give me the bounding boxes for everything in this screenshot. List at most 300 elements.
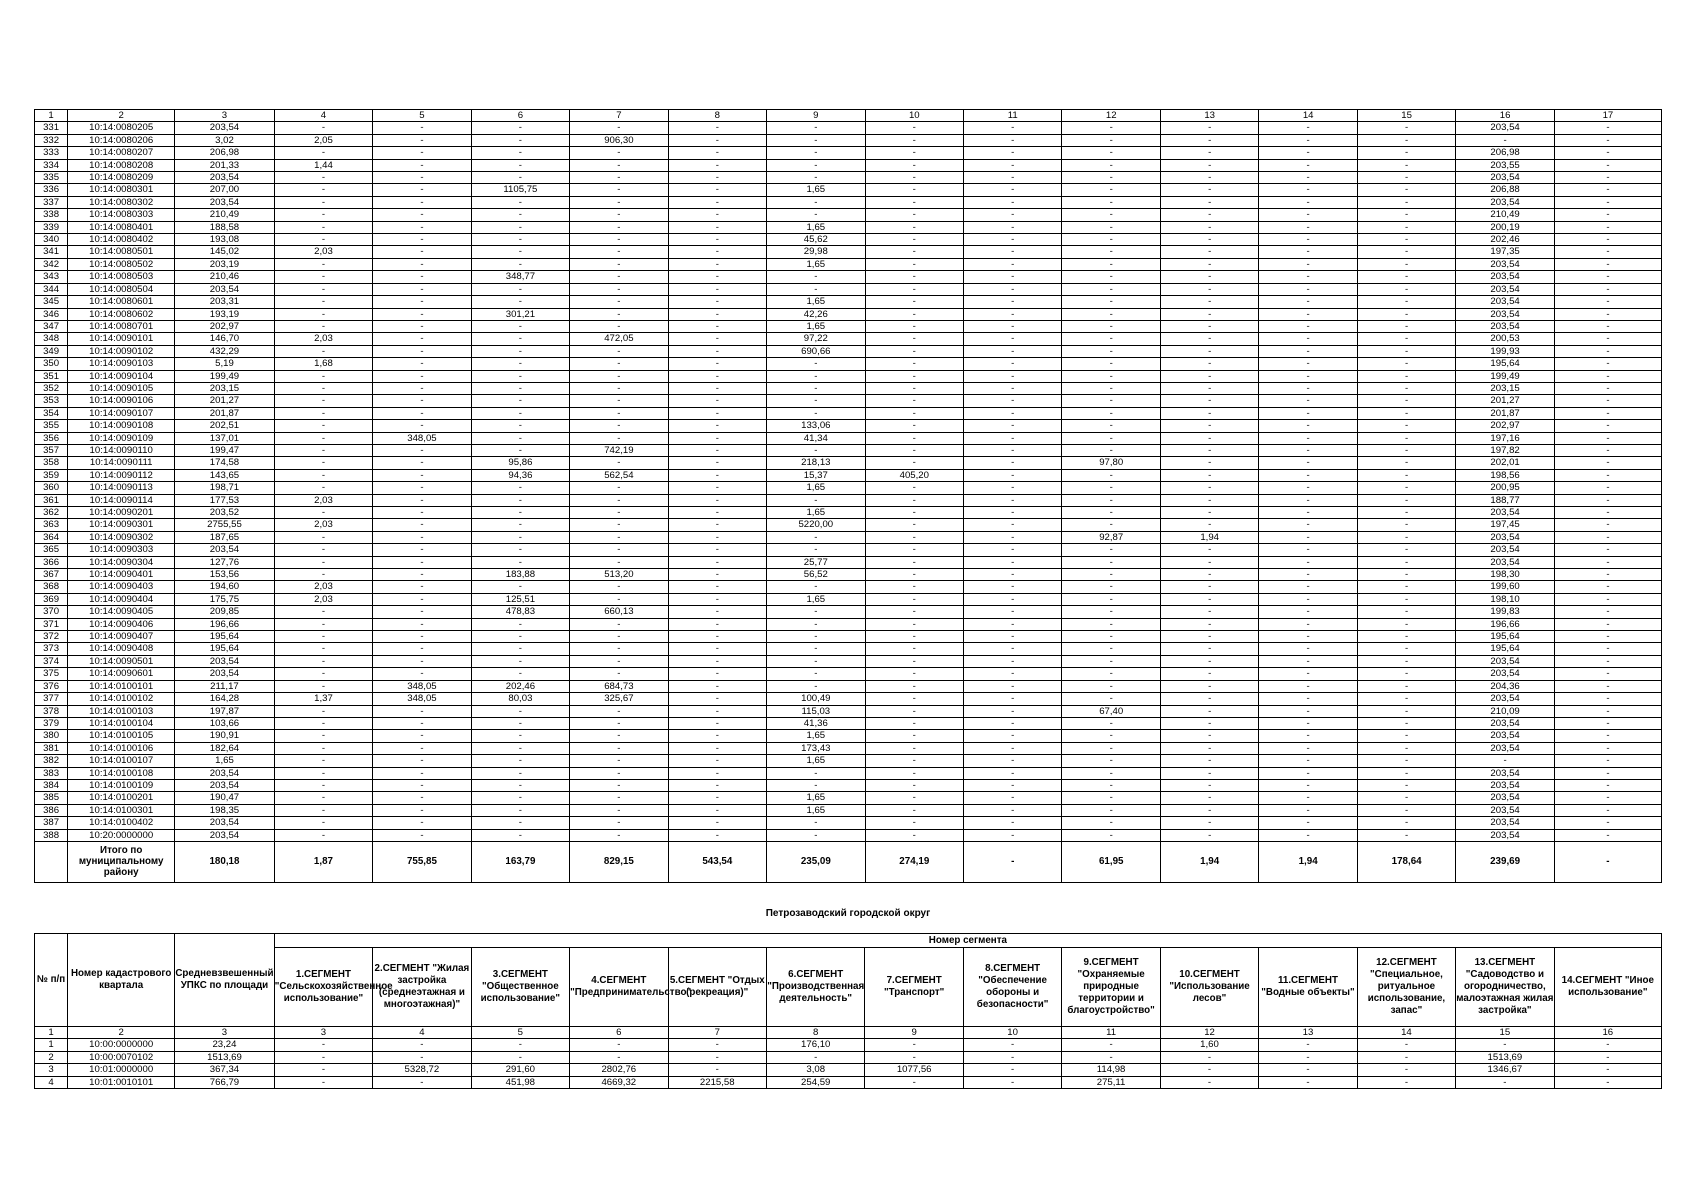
table-cell: -: [964, 209, 1062, 221]
table-cell: 345: [35, 296, 68, 308]
table-cell: -: [964, 755, 1062, 767]
table-cell: -: [274, 556, 372, 568]
table-cell: 3,08: [766, 1064, 864, 1076]
table-cell: -: [1160, 184, 1258, 196]
segment-header: 2.СЕГМЕНТ "Жилая застройка (среднеэтажная и многоэтажная)": [373, 948, 471, 1027]
table-cell: 10:14:0090107: [68, 407, 175, 419]
table-cell: -: [964, 606, 1062, 618]
column-number-cell: 6: [570, 1027, 668, 1039]
table-row: [35, 444, 1662, 456]
table-cell: -: [373, 271, 471, 283]
table-cell: -: [1357, 717, 1455, 729]
table-cell: -: [865, 283, 963, 295]
table-cell: -: [274, 705, 372, 717]
table-cell: -: [373, 519, 471, 531]
table-cell: -: [1160, 196, 1258, 208]
table-cell: 196,66: [1456, 618, 1554, 630]
table-cell: -: [1259, 196, 1357, 208]
table-cell: 690,66: [767, 345, 865, 357]
table-cell: -: [963, 1064, 1061, 1076]
table-cell: -: [1357, 444, 1455, 456]
table-cell: 10:14:0090103: [68, 358, 175, 370]
table-cell: -: [1062, 593, 1160, 605]
table-cell: 4669,32: [570, 1076, 668, 1088]
table-cell: 1,94: [1160, 531, 1258, 543]
table-cell: 203,54: [1456, 283, 1554, 295]
table-cell: -: [865, 556, 963, 568]
table-cell: 210,09: [1456, 705, 1554, 717]
table-cell: -: [1062, 779, 1160, 791]
table-row: [35, 631, 1662, 643]
table-cell: -: [274, 643, 372, 655]
table-cell: 3: [35, 1064, 68, 1076]
table-cell: -: [1160, 320, 1258, 332]
table-cell: 10:14:0090108: [68, 420, 175, 432]
table-cell: -: [570, 544, 668, 556]
table-cell: 10:14:0100103: [68, 705, 175, 717]
table-cell: -: [865, 1039, 963, 1051]
table-cell: -: [1062, 395, 1160, 407]
table-cell: 1,44: [274, 159, 372, 171]
table-cell: -: [1062, 655, 1160, 667]
table-cell: 210,46: [175, 271, 275, 283]
table-cell: -: [1259, 221, 1357, 233]
table-cell: -: [1160, 457, 1258, 469]
table-cell: 202,01: [1456, 457, 1554, 469]
table-cell: -: [668, 1039, 766, 1051]
column-number-cell: 16: [1456, 110, 1554, 122]
table-cell: 10:14:0090301: [68, 519, 175, 531]
table-cell: -: [767, 271, 865, 283]
table-cell: 203,54: [1456, 792, 1554, 804]
table-cell: -: [1554, 184, 1661, 196]
table-cell: 114,98: [1062, 1064, 1160, 1076]
table-cell: -: [1554, 147, 1661, 159]
table-cell: -: [964, 234, 1062, 246]
table-row: [35, 345, 1662, 357]
table-cell: -: [274, 122, 372, 134]
table-cell: -: [1259, 444, 1357, 456]
table-cell: -: [1259, 618, 1357, 630]
table-cell: 337: [35, 196, 68, 208]
table-cell: -: [373, 221, 471, 233]
table-cell: -: [865, 196, 963, 208]
table-cell: 198,71: [175, 482, 275, 494]
table-cell: 203,54: [175, 817, 275, 829]
table-cell: 209,85: [175, 606, 275, 618]
table-cell: 1,65: [767, 755, 865, 767]
table-cell: -: [1160, 296, 1258, 308]
table-cell: -: [964, 730, 1062, 742]
table-cell: -: [964, 320, 1062, 332]
table-cell: -: [1259, 234, 1357, 246]
table-cell: 472,05: [570, 333, 668, 345]
table-cell: -: [274, 283, 372, 295]
table-cell: -: [570, 395, 668, 407]
table-cell: 346: [35, 308, 68, 320]
table-cell: -: [668, 742, 766, 754]
table-cell: -: [668, 829, 766, 841]
table-cell: -: [964, 556, 1062, 568]
table-cell: 335: [35, 172, 68, 184]
table-cell: 368: [35, 581, 68, 593]
column-number-cell: 15: [1456, 1027, 1554, 1039]
segment-header: 8.СЕГМЕНТ "Обеспечение обороны и безопасности": [963, 948, 1061, 1027]
table-cell: -: [373, 308, 471, 320]
table-cell: -: [1259, 519, 1357, 531]
table-cell: -: [1062, 569, 1160, 581]
table-cell: -: [767, 581, 865, 593]
table-cell: -: [964, 507, 1062, 519]
table-cell: -: [1357, 1051, 1455, 1063]
table-cell: 10:14:0090113: [68, 482, 175, 494]
petrozavodsk-segment-table: [34, 933, 1662, 1089]
table-cell: -: [1259, 655, 1357, 667]
table-cell: -: [274, 457, 372, 469]
table-cell: 203,55: [1456, 159, 1554, 171]
table-cell: 174,58: [175, 457, 275, 469]
table-cell: -: [964, 742, 1062, 754]
table-cell: -: [1062, 358, 1160, 370]
table-cell: -: [1259, 544, 1357, 556]
table-cell: 325,67: [570, 693, 668, 705]
table-cell: 660,13: [570, 606, 668, 618]
table-cell: -: [964, 258, 1062, 270]
table-cell: -: [668, 370, 766, 382]
column-number-cell: 16: [1554, 1027, 1661, 1039]
table-cell: -: [274, 444, 372, 456]
table-cell: -: [570, 668, 668, 680]
table-cell: -: [767, 767, 865, 779]
table-cell: -: [668, 382, 766, 394]
table-cell: 348,05: [373, 432, 471, 444]
table-cell: 203,54: [175, 655, 275, 667]
table-cell: 10:14:0090111: [68, 457, 175, 469]
table-cell: 355: [35, 420, 68, 432]
col-avg-header: Средневзвешенный УПКС по площади: [175, 934, 275, 1027]
table-cell: -: [570, 258, 668, 270]
table-cell: -: [471, 544, 569, 556]
table-cell: 203,54: [175, 544, 275, 556]
table-cell: -: [668, 420, 766, 432]
table-cell: -: [274, 147, 372, 159]
table-cell: -: [1554, 196, 1661, 208]
table-cell: -: [570, 804, 668, 816]
table-cell: -: [1554, 755, 1661, 767]
table-cell: -: [964, 382, 1062, 394]
table-cell: 1,65: [767, 593, 865, 605]
table-cell: -: [1357, 618, 1455, 630]
table-cell: -: [1357, 668, 1455, 680]
table-cell: 203,54: [1456, 531, 1554, 543]
table-cell: -: [1554, 779, 1661, 791]
table-cell: -: [1554, 569, 1661, 581]
table-cell: -: [767, 606, 865, 618]
table-cell: -: [1160, 221, 1258, 233]
table-cell: -: [964, 717, 1062, 729]
table-cell: -: [1357, 308, 1455, 320]
table-cell: 10:14:0080401: [68, 221, 175, 233]
table-cell: -: [865, 395, 963, 407]
table-cell: 127,76: [175, 556, 275, 568]
table-cell: 195,64: [1456, 358, 1554, 370]
table-cell: -: [373, 494, 471, 506]
table-cell: -: [1062, 755, 1160, 767]
table-cell: -: [668, 593, 766, 605]
table-row: [35, 569, 1662, 581]
table-cell: -: [471, 655, 569, 667]
table-cell: 177,53: [175, 494, 275, 506]
table-cell: -: [471, 234, 569, 246]
table-cell: -: [767, 680, 865, 692]
table-cell: -: [668, 246, 766, 258]
column-number-cell: 5: [373, 110, 471, 122]
table-cell: -: [865, 308, 963, 320]
section-title: Петрозаводский городской округ: [765, 908, 931, 919]
table-cell: -: [570, 767, 668, 779]
table-cell: -: [1554, 643, 1661, 655]
table-cell: 10:14:0090105: [68, 382, 175, 394]
table-cell: -: [1160, 432, 1258, 444]
table-cell: -: [1357, 420, 1455, 432]
table-cell: 352: [35, 382, 68, 394]
table-cell: -: [1554, 507, 1661, 519]
table-cell: 348: [35, 333, 68, 345]
table-cell: 199,47: [175, 444, 275, 456]
table-cell: -: [274, 767, 372, 779]
table-cell: -: [274, 296, 372, 308]
table-cell: -: [570, 283, 668, 295]
table-cell: -: [668, 221, 766, 233]
table-cell: 203,54: [1456, 730, 1554, 742]
table-row: [35, 407, 1662, 419]
table-cell: -: [865, 258, 963, 270]
table-cell: 145,02: [175, 246, 275, 258]
table-cell: -: [767, 395, 865, 407]
table-row: [35, 606, 1662, 618]
table-cell: -: [570, 457, 668, 469]
table-cell: -: [373, 184, 471, 196]
table-cell: -: [1062, 556, 1160, 568]
table-cell: -: [1160, 742, 1258, 754]
table-cell: -: [570, 234, 668, 246]
table-cell: -: [1062, 432, 1160, 444]
table-cell: -: [1357, 767, 1455, 779]
table-cell: -: [1554, 593, 1661, 605]
table-cell: -: [1554, 172, 1661, 184]
table-cell: 198,10: [1456, 593, 1554, 605]
table-cell: -: [865, 680, 963, 692]
table-cell: 201,33: [175, 159, 275, 171]
table-cell: -: [373, 258, 471, 270]
column-number-cell: 3: [175, 1027, 275, 1039]
table-cell: -: [1062, 345, 1160, 357]
table-cell: -: [1357, 1076, 1455, 1088]
table-cell: -: [471, 258, 569, 270]
table-cell: -: [767, 817, 865, 829]
table-cell: -: [471, 531, 569, 543]
table-cell: -: [668, 469, 766, 481]
table-cell: 199,49: [175, 370, 275, 382]
table-cell: 359: [35, 469, 68, 481]
table-cell: -: [865, 507, 963, 519]
table-cell: -: [471, 618, 569, 630]
table-cell: -: [570, 817, 668, 829]
table-cell: -: [274, 469, 372, 481]
table-cell: -: [865, 655, 963, 667]
table-cell: -: [1554, 482, 1661, 494]
table-cell: -: [1554, 308, 1661, 320]
table-cell: -: [373, 717, 471, 729]
table-cell: -: [1259, 1064, 1357, 1076]
table-cell: 203,54: [175, 122, 275, 134]
table-cell: -: [964, 345, 1062, 357]
table-cell: 133,06: [767, 420, 865, 432]
total-cell: 755,85: [373, 841, 471, 882]
table-cell: -: [668, 159, 766, 171]
table-cell: -: [570, 1039, 668, 1051]
table-cell: 1,68: [274, 358, 372, 370]
table-cell: -: [1554, 432, 1661, 444]
table-cell: -: [1062, 444, 1160, 456]
table-cell: -: [1259, 457, 1357, 469]
table-cell: -: [373, 172, 471, 184]
table-cell: -: [964, 531, 1062, 543]
table-row: [35, 234, 1662, 246]
table-cell: -: [1357, 432, 1455, 444]
table-cell: -: [471, 196, 569, 208]
table-cell: 10:14:0090401: [68, 569, 175, 581]
table-cell: -: [570, 507, 668, 519]
table-cell: -: [1357, 196, 1455, 208]
table-cell: -: [1259, 779, 1357, 791]
table-cell: -: [1357, 755, 1455, 767]
table-cell: 10:14:0100201: [68, 792, 175, 804]
table-cell: -: [668, 717, 766, 729]
table-cell: 202,46: [471, 680, 569, 692]
table-cell: -: [1062, 730, 1160, 742]
table-cell: 203,54: [1456, 320, 1554, 332]
table-cell: -: [1259, 308, 1357, 320]
total-cell: 61,95: [1062, 841, 1160, 882]
table-cell: -: [1357, 829, 1455, 841]
table-cell: 363: [35, 519, 68, 531]
table-cell: -: [964, 544, 1062, 556]
table-cell: -: [865, 494, 963, 506]
table-cell: 381: [35, 742, 68, 754]
table-cell: -: [274, 209, 372, 221]
table-cell: -: [570, 705, 668, 717]
table-cell: -: [373, 1051, 471, 1063]
table-cell: -: [274, 569, 372, 581]
table-cell: 204,36: [1456, 680, 1554, 692]
table-cell: -: [1062, 246, 1160, 258]
table-cell: -: [1062, 507, 1160, 519]
table-cell: -: [1554, 829, 1661, 841]
table-row: [35, 1064, 1662, 1076]
table-row: [35, 494, 1662, 506]
table-cell: -: [1554, 370, 1661, 382]
table-cell: -: [1259, 209, 1357, 221]
table-cell: -: [373, 767, 471, 779]
table-cell: -: [373, 395, 471, 407]
column-number-cell: 14: [1357, 1027, 1455, 1039]
table-cell: -: [1160, 1051, 1258, 1063]
table-cell: -: [1357, 730, 1455, 742]
table-cell: -: [1357, 779, 1455, 791]
table-cell: 10:14:0080602: [68, 308, 175, 320]
table-cell: 199,93: [1456, 345, 1554, 357]
segment-header: 1.СЕГМЕНТ "Сельскохозяйственное использование": [274, 948, 372, 1027]
table-cell: -: [668, 643, 766, 655]
table-row: [35, 382, 1662, 394]
table-cell: -: [865, 246, 963, 258]
table-cell: -: [865, 147, 963, 159]
table-cell: -: [865, 742, 963, 754]
table-cell: -: [570, 779, 668, 791]
table-cell: 10:14:0090408: [68, 643, 175, 655]
table-cell: 195,64: [1456, 643, 1554, 655]
table-cell: -: [668, 122, 766, 134]
table-cell: -: [1554, 234, 1661, 246]
table-cell: 10:14:0090106: [68, 395, 175, 407]
table-cell: -: [1259, 283, 1357, 295]
table-cell: -: [1357, 358, 1455, 370]
table-cell: -: [865, 693, 963, 705]
table-cell: -: [373, 531, 471, 543]
table-cell: 203,52: [175, 507, 275, 519]
table-cell: -: [1259, 680, 1357, 692]
table-cell: -: [1554, 420, 1661, 432]
table-cell: -: [1160, 804, 1258, 816]
table-cell: -: [471, 829, 569, 841]
table-cell: -: [1259, 320, 1357, 332]
segment-header: 9.СЕГМЕНТ "Охраняемые природные территории и благоустройство": [1062, 948, 1160, 1027]
table-row: [35, 308, 1662, 320]
table-cell: -: [1259, 469, 1357, 481]
column-number-cell: 10: [865, 110, 963, 122]
table-cell: -: [1259, 792, 1357, 804]
table-cell: -: [1160, 717, 1258, 729]
table-cell: 203,54: [1456, 717, 1554, 729]
table-cell: -: [373, 792, 471, 804]
table-cell: 10:14:0100106: [68, 742, 175, 754]
table-cell: -: [964, 395, 1062, 407]
table-cell: -: [570, 358, 668, 370]
table-cell: 10:01:0000000: [68, 1064, 175, 1076]
table-cell: 176,10: [766, 1039, 864, 1051]
table-cell: -: [1259, 159, 1357, 171]
table-cell: 356: [35, 432, 68, 444]
table-cell: 384: [35, 779, 68, 791]
table-cell: -: [274, 258, 372, 270]
table-cell: 5,19: [175, 358, 275, 370]
table-cell: -: [668, 817, 766, 829]
table-cell: -: [274, 221, 372, 233]
table-cell: -: [373, 420, 471, 432]
table-cell: -: [471, 147, 569, 159]
table-cell: -: [668, 556, 766, 568]
table-cell: 201,27: [175, 395, 275, 407]
table-cell: -: [1160, 693, 1258, 705]
table-cell: -: [1357, 606, 1455, 618]
table-row: [35, 643, 1662, 655]
table-cell: -: [1062, 717, 1160, 729]
table-cell: -: [1554, 792, 1661, 804]
table-cell: -: [964, 296, 1062, 308]
table-cell: -: [373, 618, 471, 630]
table-cell: -: [767, 196, 865, 208]
